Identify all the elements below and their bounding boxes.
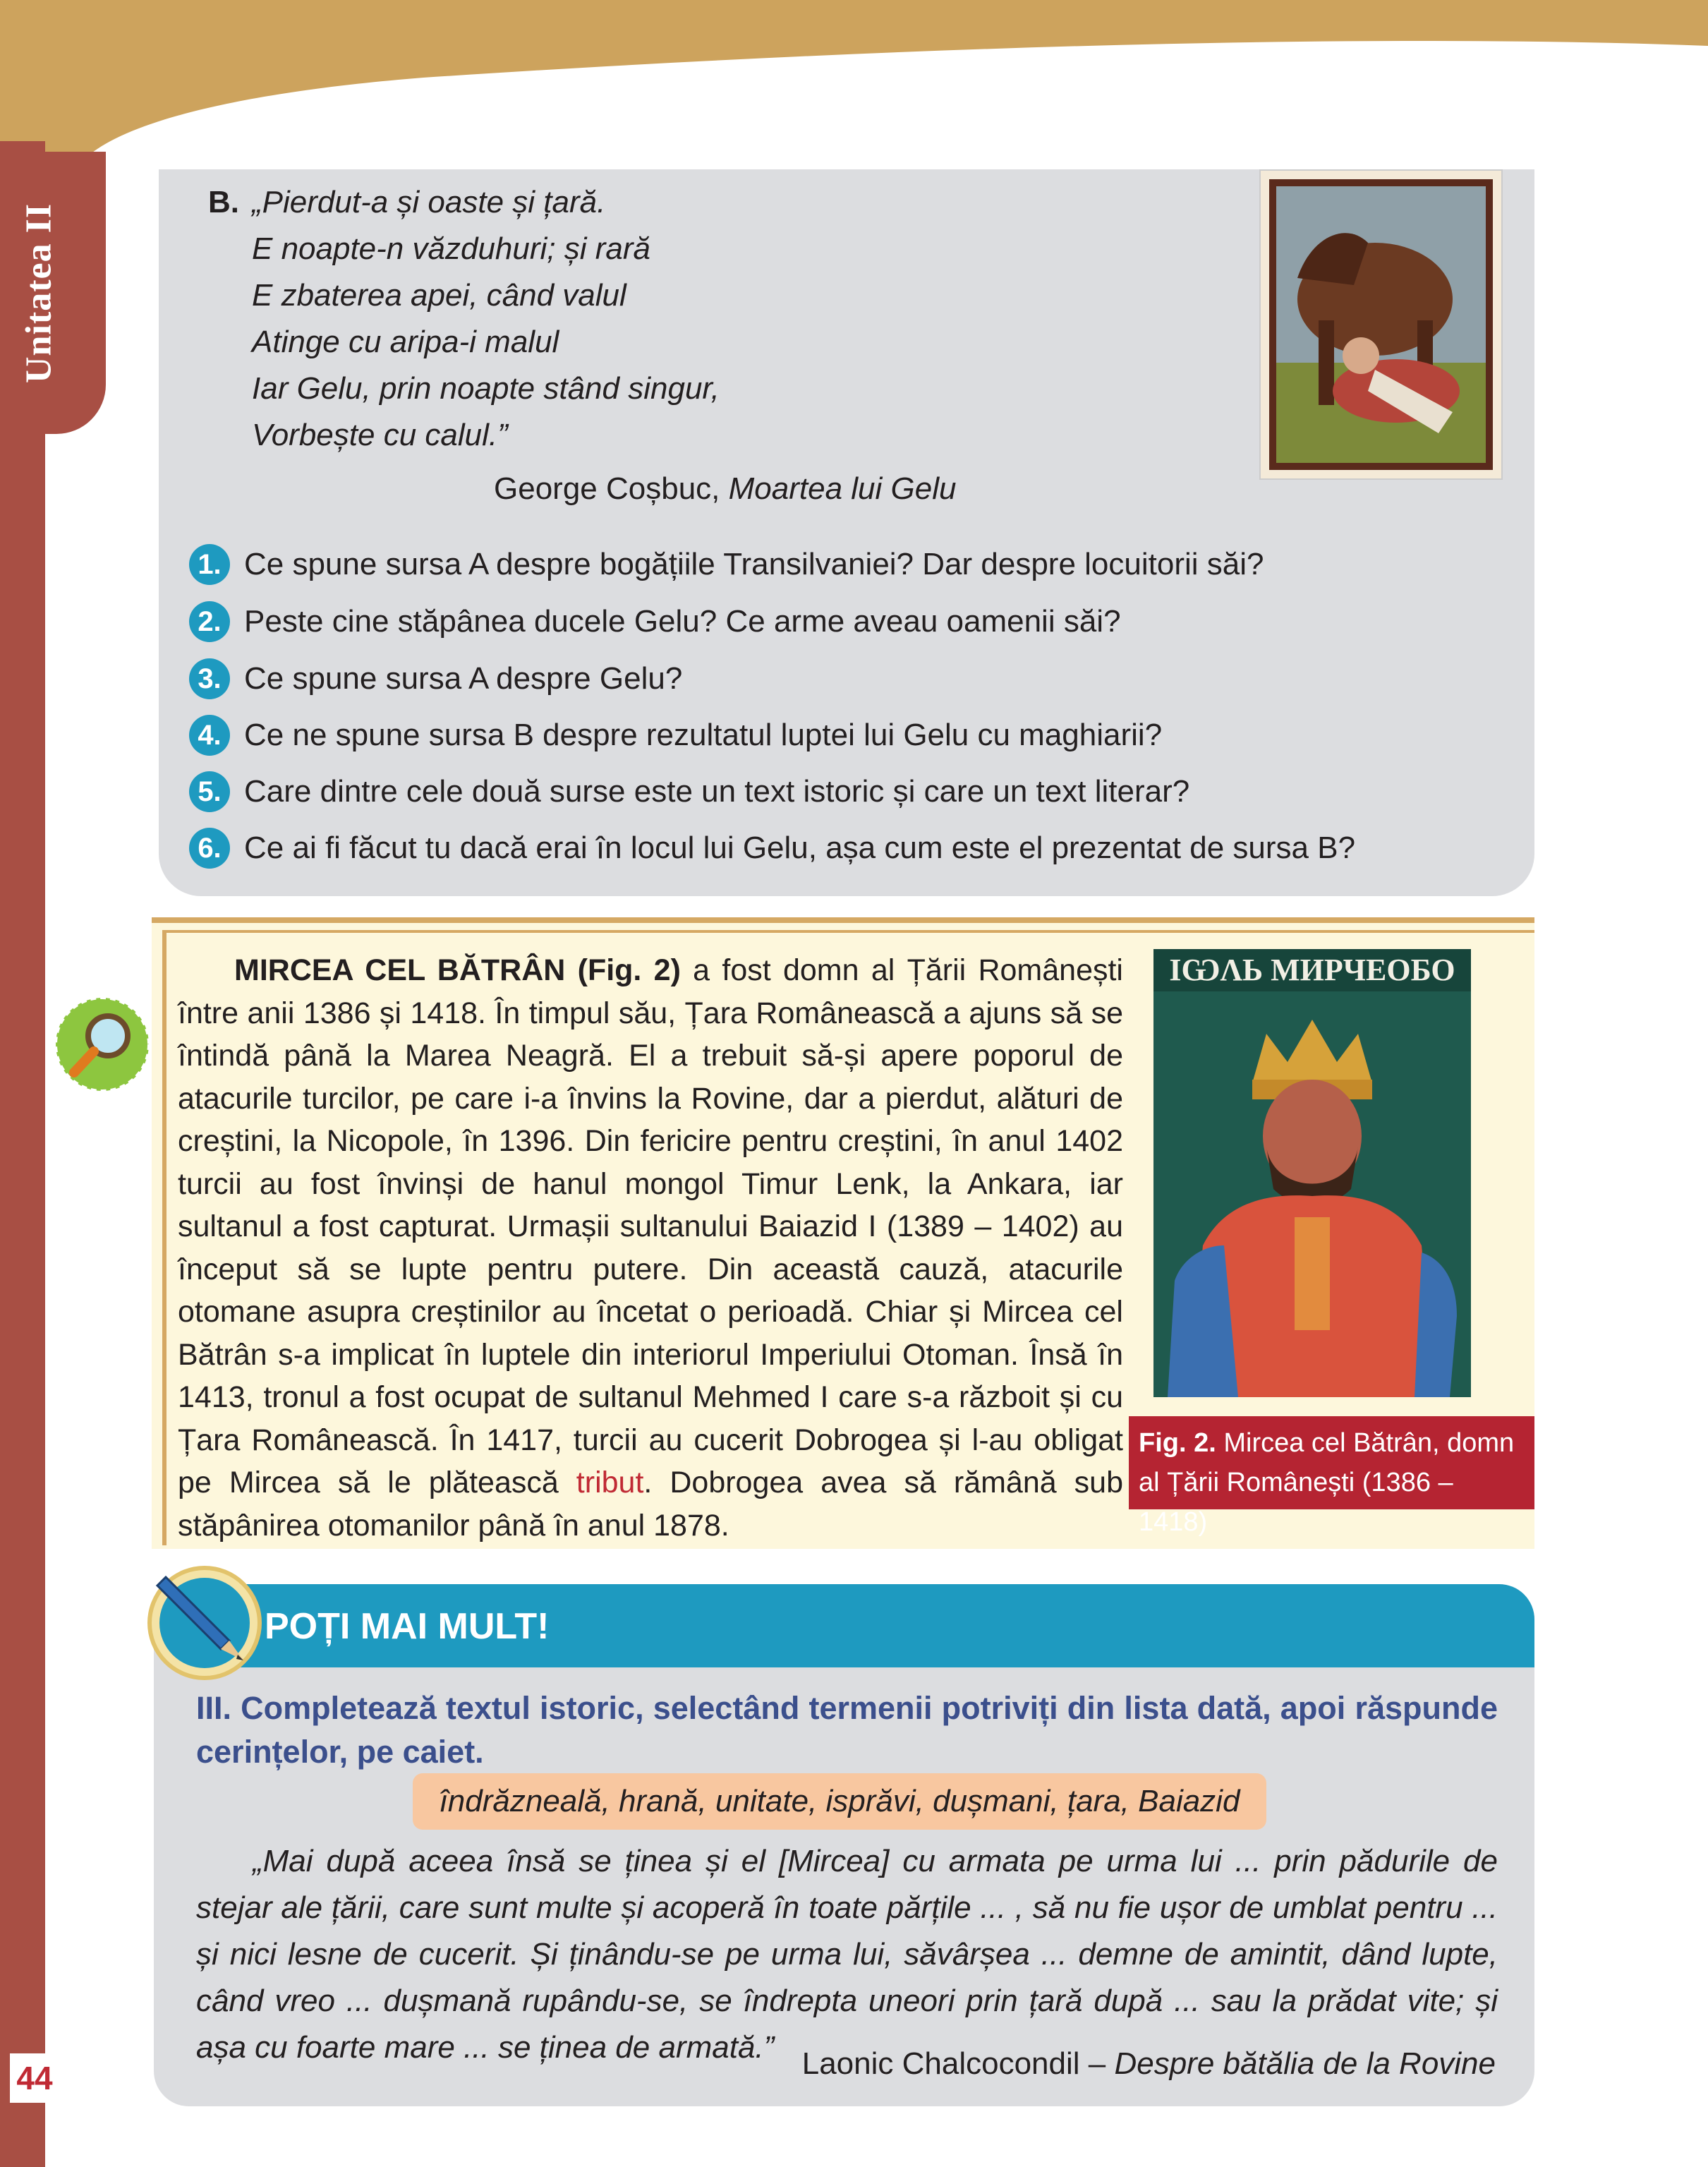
- poem-work: Moartea lui Gelu: [728, 471, 957, 506]
- top-banner: [0, 0, 1708, 169]
- mircea-body-end: . Dobrogea avea să rămână sub stăpânirea otomanilor până în anul 1878.: [178, 1466, 1123, 1543]
- exercise-title: POȚI MAI MULT!: [265, 1606, 550, 1647]
- gelu-horse-picture: [1269, 179, 1493, 470]
- question-item: [189, 656, 682, 701]
- question-item: [189, 769, 1189, 814]
- word-list-box: îndrăzneală, hrană, unitate, isprăvi, dușmani, țara, Baiazid: [413, 1773, 1266, 1830]
- question-text: Ce spune sursa A despre Gelu?: [244, 661, 683, 696]
- figure-label: Fig. 2.: [1139, 1428, 1216, 1458]
- poem-attribution: [494, 471, 956, 507]
- question-number-badge: 3.: [189, 658, 230, 699]
- quote-author: Laonic Chalcocondil –: [801, 2046, 1115, 2081]
- portrait-inscription: IѠΛЬ МИРЧЕОБО: [1169, 953, 1455, 987]
- mircea-body: a fost domn al Țării Românești între anii 1386 și 1418. În timpul său, Țara Românească a ajuns să se întindă până la Marea Neagră. El a trebuit să-și apere poporul de atacurile turcilor, pe care i-a învins la Rovine, dar a pierdut, alături de creștini, la Nicopole, în 1396. Din fericire pentru creștini, în anul 1402 turcii au fost învinși de hanul mongol Timur Lenk, la Ankara, iar sultanul a fost capturat. Urmașii sultanului Baiazid I (1389 – 1402) au început să se lupte pentru putere. Din această cauză, atacurile otomane asupra creștinilor au încetat o perioadă. Chiar și Mircea cel Bătrân s-a implicat în luptele din interiorul Imperiului Otoman. Însă în 1413, tronul a fost ocupat de sultanul Mehmed I care s-a războit și cu Țara Românească. În 1417, turcii au cucerit Dobrogea și l-au obligat pe Mircea să le plătească: [178, 953, 1123, 1499]
- poem-line: E noapte-n văzduhuri; și rară: [252, 231, 650, 266]
- question-number-badge: 1.: [189, 544, 230, 585]
- exercise-quote: [196, 1838, 1498, 2071]
- unit-label: Unitatea II: [18, 203, 59, 383]
- question-number-badge: 5.: [189, 771, 230, 812]
- unit-strip: [0, 141, 45, 2167]
- poem-line: „Pierdut-a și oaste și țară.: [252, 185, 606, 219]
- question-text: Peste cine stăpânea ducele Gelu? Ce arme aveau oamenii săi?: [244, 604, 1121, 639]
- source-letter: B.: [208, 185, 239, 219]
- question-number-badge: 6.: [189, 828, 230, 869]
- exercise-task: III. Completează textul istoric, selectând termenii potriviți din lista dată, apoi răspunde cerințelor, pe caiet.: [196, 1690, 1498, 1770]
- figure-caption: [1129, 1416, 1534, 1537]
- page-number: 44: [10, 2053, 59, 2103]
- mircea-text: [178, 949, 1123, 1547]
- poem-line: Atinge cu aripa-i malul: [252, 325, 559, 359]
- question-text: Ce ne spune sursa B despre rezultatul luptei lui Gelu cu maghiarii?: [244, 718, 1163, 752]
- question-item: [189, 599, 1121, 644]
- question-item: [189, 542, 1264, 587]
- question-number-badge: 2.: [189, 601, 230, 642]
- info-box-rule: [162, 931, 166, 1545]
- question-number-badge: 4.: [189, 715, 230, 756]
- poem-author: George Coșbuc,: [494, 471, 729, 506]
- poem-line: E zbaterea apei, când valul: [252, 278, 626, 313]
- mircea-portrait: [1153, 949, 1471, 1397]
- tribut-term: tribut: [576, 1466, 644, 1499]
- question-text: Ce ai fi făcut tu dacă erai în locul lui Gelu, așa cum este el prezentat de sursa B?: [244, 831, 1356, 865]
- mircea-heading: MIRCEA CEL BĂTRÂN (Fig. 2): [234, 953, 681, 987]
- quote-body: „Mai după aceea însă se ținea și el [Mircea] cu armata pe urma lui ... prin pădurile de stejar ale țării, care sunt multe și acoperă în toate părțile ... , să nu fie ușor de umblat pentru ... și nici lesne de cucerit. Și ținându-se pe urma lui, săvârșea ... demne de amintit, dând lupte, când vreo ... dușmană rupându-se, se îndrepta uneori prin țară după ... sau la prădat vite; și așa cu foarte mare ... se ținea de armată.”: [196, 1844, 1498, 2065]
- quote-attribution: [783, 2046, 1496, 2082]
- magnifier-icon: [53, 995, 152, 1094]
- question-text: Care dintre cele două surse este un text istoric și care un text literar?: [244, 774, 1190, 809]
- poem-line: Iar Gelu, prin noapte stând singur,: [252, 371, 720, 406]
- poem-line: Vorbește cu calul.”: [252, 418, 508, 452]
- pencil-icon: [138, 1556, 265, 1683]
- gelu-illustration: [1259, 169, 1503, 480]
- figure-caption-text: Mircea cel Bătrân, domn al Țării Românești (1386 – 1418): [1139, 1428, 1515, 1537]
- info-box-rule: [162, 930, 1534, 933]
- question-text: Ce spune sursa A despre bogățiile Transilvaniei? Dar despre locuitorii săi?: [244, 547, 1264, 581]
- quote-work: Despre bătălia de la Rovine: [1114, 2046, 1496, 2081]
- question-item: [189, 826, 1355, 871]
- question-item: [189, 713, 1162, 758]
